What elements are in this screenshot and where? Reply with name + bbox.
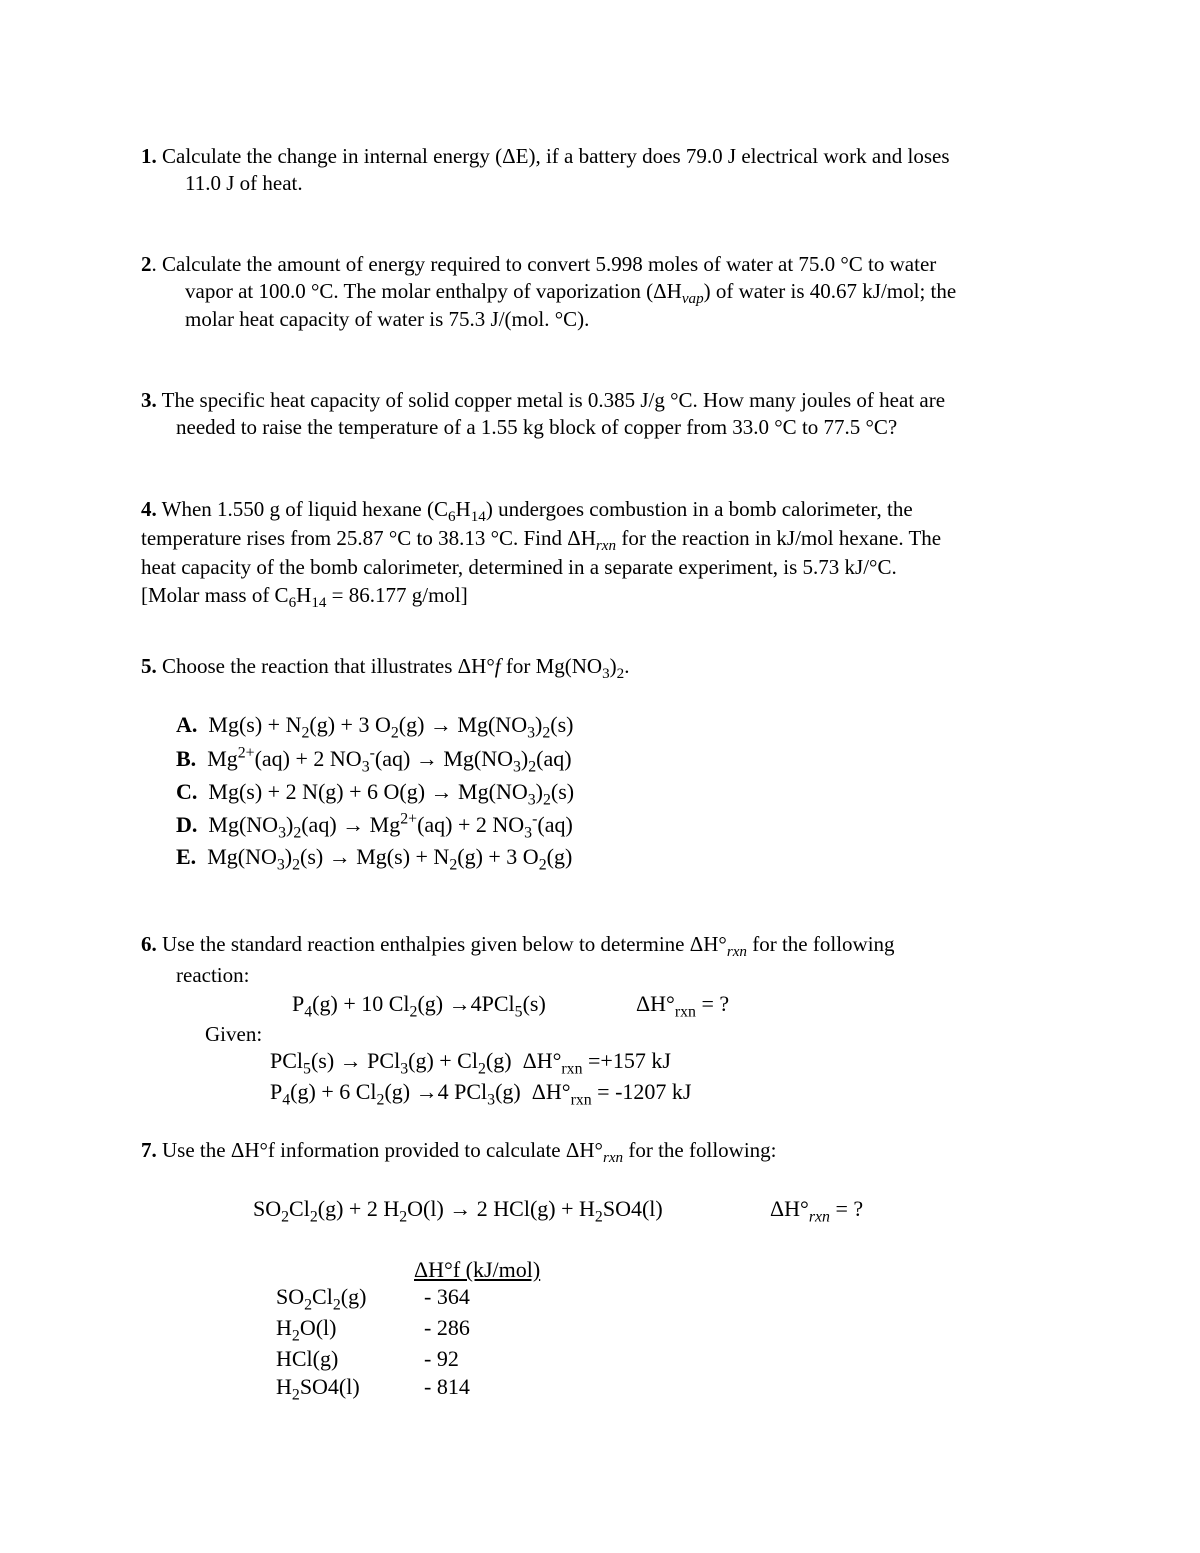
reaction-sub: 2 [309, 1208, 318, 1226]
dh-label: ΔH° [636, 991, 675, 1016]
reaction-sub: 2 [376, 1091, 385, 1109]
table-value [424, 1314, 470, 1341]
q2-number: 2 [141, 252, 152, 276]
option-part: (aq) [537, 812, 573, 837]
compound-part: SO [276, 1284, 305, 1309]
reaction-part: SO [253, 1196, 282, 1221]
reaction-sub: 3 [487, 1091, 496, 1109]
option-part: ) [520, 746, 529, 771]
q5-option-a [176, 711, 574, 742]
reaction-sub: 2 [477, 1060, 486, 1078]
table-value [424, 1345, 459, 1372]
option-part: (s) [550, 779, 575, 804]
compound-part: SO4(l) [299, 1374, 360, 1399]
option-sub: 2 [301, 724, 310, 742]
dh-value: = -1207 kJ [591, 1079, 692, 1104]
option-letter: E. [176, 844, 197, 869]
option-part: (aq) [536, 746, 572, 771]
option-sub: 3 [513, 758, 521, 776]
reaction-part: P [292, 991, 305, 1016]
option-letter: C. [176, 779, 198, 804]
compound-sub: 2 [291, 1327, 300, 1345]
q6-line2 [176, 962, 249, 989]
option-sub: 2 [542, 724, 551, 742]
reaction-part: (g) [485, 1048, 512, 1073]
q5-text-a: Choose the reaction that illustrates ΔH° [162, 654, 495, 678]
value-text: - 814 [424, 1374, 470, 1399]
q1-text-line2: 11.0 J of heat. [185, 171, 303, 195]
option-part: ) [284, 844, 293, 869]
q4-line3 [141, 554, 897, 581]
q4-line2 [141, 525, 942, 555]
q4-sub-6: 6 [447, 509, 456, 526]
q3-text-line2: needed to raise the temperature of a 1.55 kg block of copper from 33.0 °C to 77.5 °C? [176, 415, 898, 439]
reaction-part: (g) + 10 Cl [312, 991, 410, 1016]
q5-line1 [141, 653, 630, 683]
option-part: Mg(s) + 2 N(g) + 6 O(g) → Mg(NO [208, 779, 528, 804]
q6-given-2 [270, 1078, 692, 1109]
option-sub: 2 [390, 724, 399, 742]
q4-text-1b: H [455, 497, 471, 521]
option-part: (g) → Mg(NO [398, 712, 528, 737]
q4-sub-14b: 14 [311, 595, 327, 612]
dh-label: ΔH° [770, 1196, 809, 1221]
table-row [276, 1283, 367, 1314]
q4-text-1a: When 1.550 g of liquid hexane (C [161, 497, 448, 521]
q5-text-c: ) [609, 654, 617, 678]
reaction-part: (g) →4PCl [417, 991, 515, 1016]
option-sup: 2+ [237, 744, 255, 762]
reaction-sub: 5 [303, 1060, 311, 1078]
q6-number: 6. [141, 932, 157, 956]
q1-text-line1: Calculate the change in internal energy (ΔE), if a battery does 79.0 J electrical work and loses [162, 144, 950, 168]
reaction-part: (g) [495, 1079, 521, 1104]
q2-text-line1: . Calculate the amount of energy required to convert 5.998 moles of water at 75.0 °C to water [151, 252, 937, 276]
reaction-sub: 2 [594, 1208, 603, 1226]
option-part: (s) → Mg(s) + N [300, 844, 450, 869]
compound-part: O(l) [299, 1315, 337, 1340]
option-letter: B. [176, 746, 197, 771]
reaction-part: (g) + 6 Cl [290, 1079, 377, 1104]
reaction-part: (g) + Cl [408, 1048, 478, 1073]
q4-rxn-sub: rxn [595, 538, 617, 555]
q2-text-line2b: ) of water is 40.67 kJ/mol; the [703, 279, 957, 303]
option-part: (aq) → Mg(NO [374, 746, 513, 771]
q3-line2 [176, 414, 897, 441]
q3-text-line1: The specific heat capacity of solid copper metal is 0.385 J/g °C. How many joules of heat are [161, 388, 946, 412]
q7-number: 7. [141, 1138, 157, 1162]
table-value [424, 1283, 470, 1310]
compound-sub: 2 [332, 1296, 341, 1314]
q2-text-line2a: vapor at 100.0 °C. The molar enthalpy of vaporization (ΔH [185, 279, 682, 303]
option-part: (g) + 3 O [309, 712, 391, 737]
option-sub: 2 [449, 856, 458, 874]
q2-line1 [141, 251, 936, 278]
q5-option-c [176, 778, 575, 809]
option-sub: 3 [361, 758, 370, 776]
option-sub: 2 [542, 791, 551, 809]
given-text: Given: [205, 1022, 263, 1046]
option-sub: 2 [528, 758, 537, 776]
q7-text-b: for the following: [623, 1138, 777, 1162]
option-letter: D. [176, 812, 198, 837]
q5-f: f [494, 654, 501, 678]
compound-part: H [276, 1374, 292, 1399]
option-part: ) [535, 712, 543, 737]
option-letter: A. [176, 712, 198, 737]
q6-rxn-sub: rxn [726, 944, 747, 961]
q6-given-1 [270, 1047, 671, 1078]
option-part: Mg(s) + N [208, 712, 302, 737]
q4-sub-6b: 6 [288, 595, 297, 612]
option-sub: 3 [527, 791, 536, 809]
reaction-part: SO4(l) [602, 1196, 663, 1221]
table-row [276, 1345, 338, 1372]
compound-part: Cl [312, 1284, 333, 1309]
option-part: (g) + 3 O [457, 844, 539, 869]
table-value [424, 1373, 470, 1400]
q6-line1 [141, 931, 895, 961]
option-sub: 3 [278, 824, 286, 842]
dh-value: =+157 kJ [582, 1048, 671, 1073]
option-sup: - [532, 810, 538, 828]
value-text: - 92 [424, 1346, 459, 1371]
q7-dh [770, 1195, 864, 1226]
q4-text-4a: [Molar mass of C [141, 583, 289, 607]
option-part: (s) [550, 712, 574, 737]
option-part: Mg [207, 746, 238, 771]
option-sup: 2+ [400, 810, 418, 828]
q4-number: 4. [141, 497, 157, 521]
q7-table-header [414, 1256, 540, 1283]
q5-option-b [176, 744, 572, 776]
q5-option-d [176, 810, 573, 842]
q6-main-dh [636, 990, 730, 1021]
reaction-sub: 4 [282, 1091, 291, 1109]
value-text: - 364 [424, 1284, 470, 1309]
reaction-part: (g) + 2 H [317, 1196, 400, 1221]
q5-sub-3: 3 [602, 666, 610, 683]
q4-line4 [141, 582, 468, 612]
q7-equation [253, 1195, 663, 1226]
reaction-sub: 2 [399, 1208, 408, 1226]
q4-text-3: heat capacity of the bomb calorimeter, determined in a separate experiment, is 5.73 kJ/°C. [141, 555, 897, 579]
option-sup: - [369, 744, 375, 762]
reaction-part: P [270, 1079, 283, 1104]
dh-value: = ? [829, 1196, 864, 1221]
compound-sub: 2 [304, 1296, 313, 1314]
q6-main-reaction [292, 990, 546, 1021]
reaction-part: (s) → PCl [310, 1048, 401, 1073]
option-part: ) [285, 812, 294, 837]
q7-text-a: Use the ΔH°f information provided to calculate ΔH° [156, 1138, 603, 1162]
reaction-part: (g) →4 PCl [384, 1079, 488, 1104]
reaction-part: PCl [270, 1048, 304, 1073]
reaction-part: (s) [522, 991, 546, 1016]
reaction-sub: 2 [281, 1208, 290, 1226]
table-row [276, 1373, 360, 1404]
q6-given-label [205, 1021, 262, 1048]
option-sub: 2 [293, 824, 302, 842]
q4-text-4b: H [296, 583, 312, 607]
option-part: Mg(NO [207, 844, 277, 869]
reaction-part: Cl [289, 1196, 310, 1221]
q4-text-2b: for the reaction in kJ/mol hexane. The [616, 526, 942, 550]
q5-number: 5. [141, 654, 157, 678]
q7-line1 [141, 1137, 777, 1167]
q1-line1 [141, 143, 950, 170]
dh-label: ΔH° [522, 1048, 562, 1073]
q3-number: 3. [141, 388, 157, 412]
dh-sub: rxn [570, 1091, 592, 1109]
dh-value: = ? [695, 991, 730, 1016]
reaction-part: O(l) → 2 HCl(g) + H [407, 1196, 595, 1221]
table-row [276, 1314, 337, 1345]
q2-line2 [185, 278, 957, 308]
option-part: Mg(NO [208, 812, 279, 837]
reaction-sub: 2 [409, 1003, 418, 1021]
compound-sub: 2 [291, 1386, 300, 1404]
q4-line1 [141, 496, 913, 526]
option-part: (aq) + 2 NO [254, 746, 362, 771]
q5-text-b: for Mg(NO [500, 654, 603, 678]
q4-text-2a: temperature rises from 25.87 °C to 38.13 °C. Find ΔH [141, 526, 596, 550]
option-sub: 2 [538, 856, 547, 874]
q5-sub-2: 2 [616, 666, 625, 683]
option-part: (g) [546, 844, 573, 869]
q5-text-d: . [624, 654, 630, 678]
option-part: ) [535, 779, 543, 804]
table-header-text: ΔH°f (kJ/mol) [414, 1257, 541, 1282]
option-sub: 3 [527, 724, 536, 742]
dh-sub: rxn [808, 1208, 830, 1226]
q6-text-b: for the following [746, 932, 895, 956]
q4-sub-14: 14 [470, 509, 486, 526]
q2-vap-sub: vap [681, 291, 704, 308]
q6-text-2: reaction: [176, 963, 250, 987]
option-sub: 3 [524, 824, 533, 842]
compound-part: HCl(g) [276, 1346, 339, 1371]
q1-number: 1. [141, 144, 157, 168]
compound-part: H [276, 1315, 292, 1340]
q2-line3 [185, 306, 589, 333]
reaction-sub: 5 [514, 1003, 523, 1021]
reaction-sub: 4 [304, 1003, 313, 1021]
option-part: (aq) → Mg [301, 812, 401, 837]
compound-part: (g) [340, 1284, 367, 1309]
reaction-sub: 3 [400, 1060, 409, 1078]
q3-line1 [141, 387, 945, 414]
q4-text-1c: ) undergoes combustion in a bomb calorimeter, the [485, 497, 913, 521]
option-part: (aq) + 2 NO [417, 812, 525, 837]
q6-text-a: Use the standard reaction enthalpies given below to determine ΔH° [162, 932, 727, 956]
dh-label: ΔH° [531, 1079, 571, 1104]
q2-text-line3: molar heat capacity of water is 75.3 J/(mol. °C). [185, 307, 590, 331]
option-sub: 3 [276, 856, 285, 874]
q4-text-4c: = 86.177 g/mol] [326, 583, 468, 607]
q7-rxn-sub: rxn [602, 1150, 624, 1167]
q1-line2 [185, 170, 303, 197]
option-sub: 2 [292, 856, 301, 874]
dh-sub: rxn [674, 1003, 696, 1021]
value-text: - 286 [424, 1315, 470, 1340]
q5-option-e [176, 843, 573, 874]
dh-sub: rxn [561, 1060, 583, 1078]
